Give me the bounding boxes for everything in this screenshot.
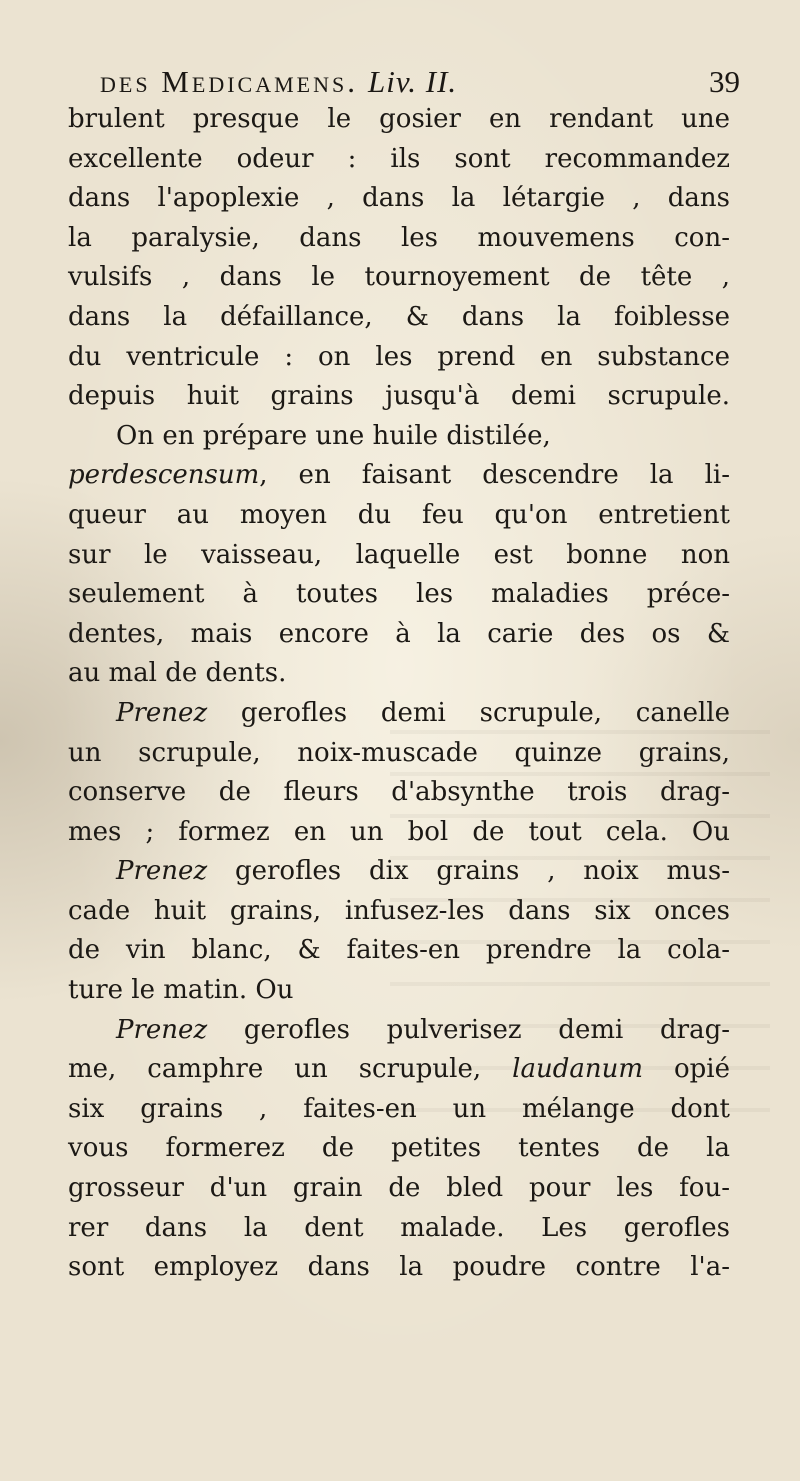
text-line [68, 140, 730, 180]
running-head-title: des Medicamens. [100, 64, 358, 99]
text-segment: dentes, mais encore à la carie des os & [68, 618, 730, 649]
text-line [68, 1011, 730, 1051]
text-segment: gerofles dix grains , noix mus- [207, 856, 730, 887]
text-line [68, 1248, 730, 1288]
text-segment: brulent presque le gosier en rendant une [68, 104, 730, 134]
italic-text: Prenez [116, 697, 208, 728]
text-line [68, 694, 730, 734]
italic-text: Prenez [116, 1014, 208, 1045]
text-line [68, 931, 730, 971]
text-segment: gerofles pulverisez demi drag- [207, 1014, 730, 1045]
text-line [68, 100, 730, 140]
text-line [68, 536, 730, 576]
text-segment: sur le vaisseau, laquelle est bonne non [68, 539, 730, 570]
text-line [68, 417, 730, 457]
italic-text: Prenez [116, 856, 208, 887]
text-segment: seulement à toutes les maladies préce- [68, 579, 730, 610]
text-segment: du ventricule : on les prend en substance [68, 341, 730, 372]
text-segment: , en faisant descendre la li- [259, 460, 730, 491]
page-number: 39 [709, 64, 740, 99]
text-segment: sont employez dans la poudre contre l'a- [68, 1252, 730, 1283]
text-line [68, 377, 730, 417]
text-segment: dans la défaillance, & dans la foiblesse [68, 301, 730, 332]
text-line [68, 179, 730, 219]
text-segment: opié [643, 1054, 730, 1085]
body-text [68, 100, 730, 1288]
text-segment: la paralysie, dans les mouvemens con- [68, 222, 730, 253]
text-segment: cade huit grains, infusez-les dans six onces [68, 895, 730, 926]
text-segment: On en prépare une huile distilée, [116, 420, 551, 451]
text-segment: depuis huit grains jusqu'à demi scrupule. [68, 381, 730, 412]
text-line [68, 773, 730, 813]
text-segment: conserve de fleurs d'absynthe trois drag- [68, 777, 730, 808]
text-line [68, 852, 730, 892]
text-segment: de vin blanc, & faites-en prendre la cola- [68, 935, 730, 966]
running-head [100, 58, 740, 106]
text-segment: vous formerez de petites tentes de la [68, 1133, 730, 1164]
text-segment: me, camphre un scrupule, [68, 1054, 513, 1085]
text-line [68, 892, 730, 932]
text-line [68, 971, 730, 1011]
text-line [68, 258, 730, 298]
text-segment: un scrupule, noix-muscade quinze grains, [68, 737, 730, 768]
text-line [68, 654, 730, 694]
text-segment: six grains , faites-en un mélange dont [68, 1093, 730, 1124]
text-line [68, 575, 730, 615]
text-line [68, 496, 730, 536]
italic-text: perdescensum [68, 460, 260, 491]
text-segment: au mal de dents. [68, 658, 287, 689]
text-line [68, 1169, 730, 1209]
text-line [68, 734, 730, 774]
text-segment: gerofles demi scrupule, canelle [207, 697, 730, 728]
text-segment: rer dans la dent malade. Les gerofles [68, 1212, 730, 1243]
text-line [68, 813, 730, 853]
text-line [68, 338, 730, 378]
text-segment: queur au moyen du feu qu'on entretient [68, 499, 730, 530]
text-line [68, 1209, 730, 1249]
italic-text: laudanum [512, 1054, 643, 1085]
text-line [68, 1090, 730, 1130]
text-line [68, 298, 730, 338]
text-segment: ture le matin. Ou [68, 975, 294, 1006]
running-head-book: Liv. II. [367, 64, 458, 99]
text-segment: mes ; formez en un bol de tout cela. Ou [68, 816, 730, 847]
text-segment: grosseur d'un grain de bled pour les fou- [68, 1173, 730, 1204]
text-line [68, 456, 730, 496]
text-segment: excellente odeur : ils sont recommandez [68, 143, 730, 174]
text-line [68, 1129, 730, 1169]
text-line [68, 615, 730, 655]
text-segment: dans l'apoplexie , dans la létargie , dans [68, 183, 730, 214]
text-segment: vulsifs , dans le tournoyement de tête , [68, 262, 730, 293]
text-line [68, 1050, 730, 1090]
text-line [68, 219, 730, 259]
